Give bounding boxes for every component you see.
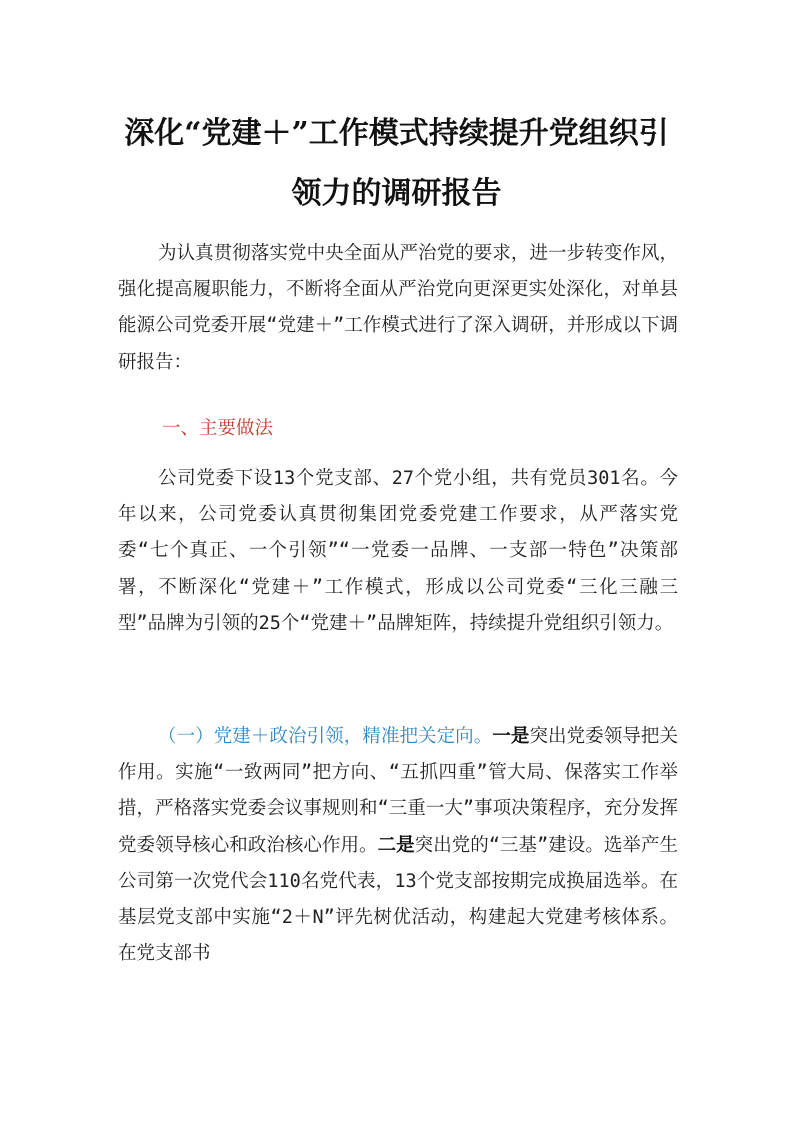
subsection1-block	[118, 719, 678, 972]
document-title-line-2: 领力的调研报告	[291, 176, 502, 211]
section-heading-main-practices: 一、主要做法	[162, 418, 274, 439]
document-title-line-1: 深化“党建＋”工作模式持续提升党组织引	[124, 116, 669, 151]
point-text-first: 突出党委领导把关作用。实施“一致两同”把方向、“五抓四重”管大局、保落实工作举措，严格落实党委会议事规则和“三重一大”事项决策程序，充分发挥党委领导核心和政治核心作用。	[118, 726, 678, 856]
point-text-second: 突出党的“三基”建设。选举产生公司第一次党代会110名党代表，13个党支部按期完成换届选举。在基层党支部中实施“2＋N”评先树优活动，构建起大党建考核体系。在党支部书	[118, 834, 678, 965]
intro-block	[118, 236, 678, 381]
section1-paragraph: 公司党委下设13个党支部、27个党小组，共有党员301名。今年以来，公司党委认真贯彻集团党委党建工作要求，从严落实党委“七个真正、一个引领”“一党委一品牌、一支部一特色”决策部署，不断深化“党建＋”工作模式，形成以公司党委“三化三融三型”品牌为引领的25个“党建＋”品牌矩阵，持续提升党组织引领力。	[118, 468, 678, 634]
subsection1-heading: （一）党建＋政治引领，精准把关定向。	[158, 726, 493, 747]
point-label-second: 二是	[377, 834, 415, 856]
section1-block	[118, 461, 678, 642]
subsection1-paragraph	[118, 719, 678, 972]
intro-paragraph: 为认真贯彻落实党中央全面从严治党的要求，进一步转变作风，强化提高履职能力，不断将全面从严治党向更深更实处深化，对单县能源公司党委开展“党建＋”工作模式进行了深入调研，并形成以下调研报告：	[118, 243, 678, 373]
point-label-first: 一是	[492, 726, 530, 747]
